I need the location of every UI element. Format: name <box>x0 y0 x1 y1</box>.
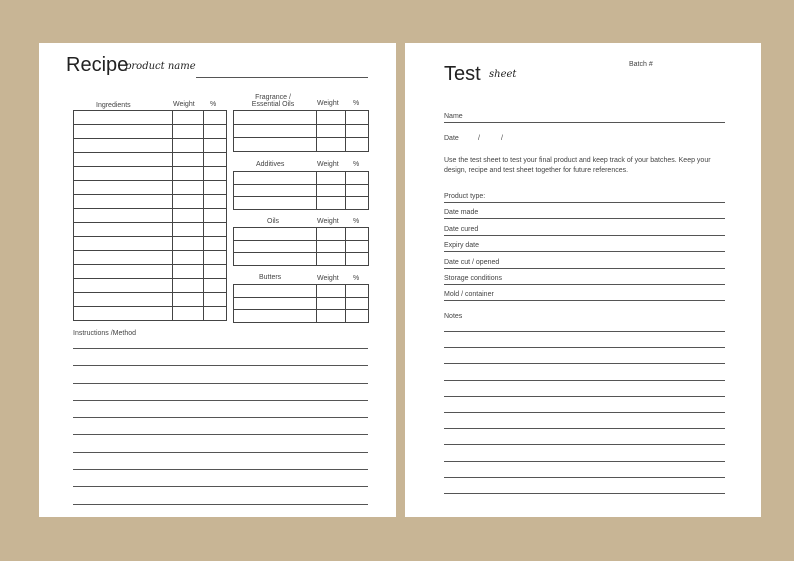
writing-line[interactable] <box>444 412 725 413</box>
table-cell[interactable] <box>234 138 317 152</box>
additives-header: Additives <box>256 161 285 168</box>
table-cell[interactable] <box>234 124 317 138</box>
test-field-row[interactable] <box>444 285 725 301</box>
table-cell[interactable] <box>234 184 317 197</box>
date-label: Date <box>444 135 459 142</box>
table-row <box>234 111 369 125</box>
test-field-row[interactable] <box>444 269 725 285</box>
table-row <box>74 265 227 279</box>
writing-line[interactable] <box>444 428 725 429</box>
table-cell[interactable] <box>234 253 317 266</box>
table-cell[interactable] <box>204 279 227 293</box>
instructions-header: Instructions /Method <box>73 330 137 337</box>
table-cell[interactable] <box>204 167 227 181</box>
table-row <box>234 285 369 298</box>
table-cell[interactable] <box>346 240 369 253</box>
table-cell[interactable] <box>234 172 317 185</box>
instructions-lines <box>73 348 368 521</box>
writing-line[interactable] <box>444 444 725 445</box>
writing-line[interactable] <box>73 486 368 487</box>
table-cell[interactable] <box>204 153 227 167</box>
table-cell[interactable] <box>317 184 346 197</box>
table-cell[interactable] <box>234 240 317 253</box>
table-cell[interactable] <box>346 172 369 185</box>
table-cell[interactable] <box>173 111 204 125</box>
date-separator-1: / <box>478 135 480 142</box>
additives-table <box>233 171 369 210</box>
table-row <box>234 172 369 185</box>
test-field-row[interactable] <box>444 187 725 203</box>
table-cell[interactable] <box>204 237 227 251</box>
table-cell[interactable] <box>204 195 227 209</box>
table-cell[interactable] <box>234 197 317 210</box>
table-cell[interactable] <box>346 310 369 323</box>
butters-weight-header: Weight <box>317 275 339 282</box>
table-cell[interactable] <box>173 307 204 321</box>
oils-table <box>233 227 369 266</box>
table-cell[interactable] <box>234 111 317 125</box>
table-cell[interactable] <box>173 195 204 209</box>
table-cell[interactable] <box>317 310 346 323</box>
table-cell[interactable] <box>204 251 227 265</box>
table-row <box>234 310 369 323</box>
writing-line[interactable] <box>444 493 725 494</box>
table-cell[interactable] <box>204 125 227 139</box>
test-field-label: Mold / container <box>444 291 494 299</box>
butters-header: Butters <box>259 274 282 281</box>
test-field-label: Date made <box>444 209 479 217</box>
writing-line[interactable] <box>444 331 725 332</box>
recipe-subtitle: product name <box>125 61 196 72</box>
test-field-row[interactable] <box>444 253 725 269</box>
table-cell[interactable] <box>346 228 369 241</box>
table-cell[interactable] <box>74 139 173 153</box>
table-cell[interactable] <box>74 223 173 237</box>
table-cell[interactable] <box>173 209 204 223</box>
table-cell[interactable] <box>346 184 369 197</box>
table-cell[interactable] <box>173 279 204 293</box>
table-row <box>74 209 227 223</box>
fragrance-percent-header: % <box>353 100 360 107</box>
table-cell[interactable] <box>346 297 369 310</box>
table-row <box>234 197 369 210</box>
test-sheet-page <box>405 43 761 517</box>
writing-line[interactable] <box>444 380 725 381</box>
table-cell[interactable] <box>74 167 173 181</box>
writing-line[interactable] <box>444 396 725 397</box>
table-cell[interactable] <box>173 181 204 195</box>
table-cell[interactable] <box>317 138 346 152</box>
table-row <box>74 279 227 293</box>
table-row <box>234 124 369 138</box>
additives-weight-header: Weight <box>317 161 339 168</box>
writing-line[interactable] <box>444 347 725 348</box>
table-cell[interactable] <box>234 310 317 323</box>
table-cell[interactable] <box>317 124 346 138</box>
table-row <box>74 251 227 265</box>
table-cell[interactable] <box>204 223 227 237</box>
table-cell[interactable] <box>173 167 204 181</box>
writing-line[interactable] <box>73 434 368 435</box>
writing-line[interactable] <box>73 417 368 418</box>
writing-line[interactable] <box>444 477 725 478</box>
table-cell[interactable] <box>74 153 173 167</box>
table-cell[interactable] <box>204 181 227 195</box>
recipe-title: Recipe <box>66 54 129 76</box>
writing-line[interactable] <box>73 504 368 505</box>
table-cell[interactable] <box>317 228 346 241</box>
table-cell[interactable] <box>173 153 204 167</box>
table-cell[interactable] <box>317 172 346 185</box>
table-cell[interactable] <box>74 111 173 125</box>
table-cell[interactable] <box>346 111 369 125</box>
writing-line[interactable] <box>73 469 368 470</box>
name-label: Name <box>444 113 463 120</box>
table-cell[interactable] <box>204 139 227 153</box>
ingredients-table <box>73 110 227 321</box>
table-cell[interactable] <box>317 240 346 253</box>
table-cell[interactable] <box>204 293 227 307</box>
table-cell[interactable] <box>204 209 227 223</box>
table-cell[interactable] <box>346 253 369 266</box>
table-cell[interactable] <box>346 138 369 152</box>
table-cell[interactable] <box>204 307 227 321</box>
writing-line[interactable] <box>73 452 368 453</box>
table-cell[interactable] <box>346 124 369 138</box>
table-cell[interactable] <box>74 209 173 223</box>
table-cell[interactable] <box>317 285 346 298</box>
table-row <box>74 167 227 181</box>
writing-line[interactable] <box>73 400 368 401</box>
fragrance-header: Fragrance / Essential Oils <box>251 94 295 108</box>
product-name-line <box>196 77 368 78</box>
test-field-row[interactable] <box>444 220 725 236</box>
test-title: Test <box>444 63 481 85</box>
table-cell[interactable] <box>173 139 204 153</box>
butters-percent-header: % <box>353 275 360 282</box>
name-field[interactable] <box>444 107 725 123</box>
test-field-label: Storage conditions <box>444 275 502 282</box>
table-cell[interactable] <box>234 228 317 241</box>
table-row <box>74 139 227 153</box>
table-cell[interactable] <box>173 265 204 279</box>
butters-table <box>233 284 369 323</box>
writing-line[interactable] <box>73 365 368 366</box>
table-cell[interactable] <box>74 307 173 321</box>
table-cell[interactable] <box>173 223 204 237</box>
table-row <box>234 228 369 241</box>
table-row <box>74 223 227 237</box>
test-field-row[interactable] <box>444 203 725 219</box>
recipe-page <box>39 43 396 517</box>
table-cell[interactable] <box>173 293 204 307</box>
test-field-label: Expiry date <box>444 242 480 250</box>
table-cell[interactable] <box>204 265 227 279</box>
additives-percent-header: % <box>353 161 360 168</box>
table-row <box>74 293 227 307</box>
oils-percent-header: % <box>353 218 360 225</box>
table-cell[interactable] <box>317 111 346 125</box>
table-cell[interactable] <box>346 197 369 210</box>
table-cell[interactable] <box>74 195 173 209</box>
fragrance-weight-header: Weight <box>317 100 339 107</box>
ingredients-header: Ingredients <box>96 102 131 109</box>
table-cell[interactable] <box>74 181 173 195</box>
writing-line[interactable] <box>73 348 368 349</box>
ingredients-weight-header: Weight <box>173 101 195 108</box>
table-row <box>74 125 227 139</box>
table-cell[interactable] <box>173 125 204 139</box>
table-cell[interactable] <box>234 297 317 310</box>
table-row <box>234 253 369 266</box>
table-row <box>74 153 227 167</box>
test-field-label: Date cut / opened <box>444 258 500 266</box>
writing-line[interactable] <box>73 383 368 384</box>
table-cell[interactable] <box>204 111 227 125</box>
test-field-row[interactable] <box>444 236 725 252</box>
table-row <box>234 240 369 253</box>
table-cell[interactable] <box>317 197 346 210</box>
intro-text: Use the test sheet to test your final product and keep track of your batches. Keep your design, recipe and test sheet together for future references. <box>444 157 711 174</box>
table-cell[interactable] <box>173 237 204 251</box>
table-cell[interactable] <box>173 251 204 265</box>
table-row <box>234 138 369 152</box>
table-cell[interactable] <box>317 297 346 310</box>
notes-lines <box>444 331 725 509</box>
table-row <box>234 184 369 197</box>
table-cell[interactable] <box>74 251 173 265</box>
ingredients-percent-header: % <box>210 101 217 108</box>
table-row <box>74 237 227 251</box>
table-cell[interactable] <box>74 293 173 307</box>
table-cell[interactable] <box>74 125 173 139</box>
date-separator-2: / <box>501 135 503 142</box>
table-row <box>74 181 227 195</box>
table-row <box>234 297 369 310</box>
table-cell[interactable] <box>234 285 317 298</box>
test-field-label: Product type: <box>444 193 486 200</box>
table-cell[interactable] <box>74 279 173 293</box>
oils-header: Oils <box>267 218 280 225</box>
table-cell[interactable] <box>74 265 173 279</box>
table-cell[interactable] <box>74 237 173 251</box>
table-row <box>74 195 227 209</box>
oils-weight-header: Weight <box>317 218 339 225</box>
batch-label: Batch # <box>629 61 653 68</box>
test-subtitle: sheet <box>489 69 517 80</box>
fragrance-table <box>233 110 369 152</box>
table-row <box>74 111 227 125</box>
writing-line[interactable] <box>444 363 725 364</box>
writing-line[interactable] <box>444 461 725 462</box>
test-field-label: Date cured <box>444 225 479 233</box>
notes-label: Notes <box>444 313 463 320</box>
table-cell[interactable] <box>346 285 369 298</box>
table-cell[interactable] <box>317 253 346 266</box>
table-row <box>74 307 227 321</box>
